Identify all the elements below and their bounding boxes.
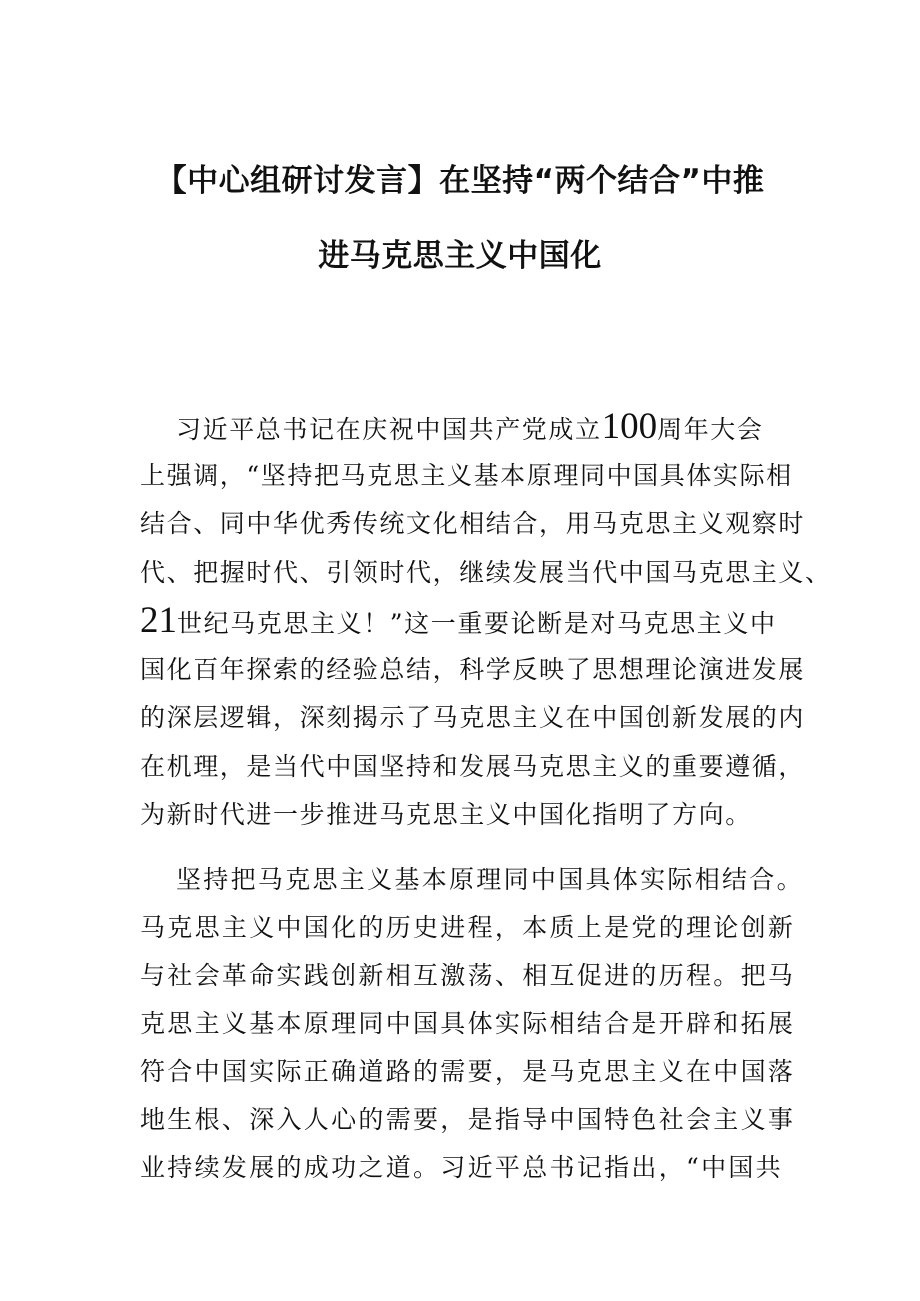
paragraph-2 [140, 856, 804, 1192]
text-run: 世纪马克思主义！”这一重要论断是对马克思主义中 [177, 609, 777, 638]
paragraph-line: 马克思主义中国化的历史进程，本质上是党的理论创新 [140, 913, 796, 942]
paragraph-line [140, 597, 800, 646]
paragraph-line: 业持续发展的成功之道。习近平总书记指出，“中国共 [140, 1153, 783, 1182]
paragraph-line: 代、把握时代、引领时代，继续发展当代中国马克思主义、 [140, 557, 832, 587]
paragraph-line: 上强调，“坚持把马克思主义基本原理同中国具体实际相 [140, 460, 793, 490]
paragraph-line [140, 403, 800, 452]
century-number: 21 [140, 600, 177, 641]
text-run: 习近平总书记在庆祝中国共产党成立 [176, 415, 602, 444]
paragraph-line: 地生根、深入人心的需要，是指导中国特色社会主义事 [140, 1105, 796, 1134]
paragraph-1 [140, 403, 832, 840]
paragraph-line: 克思主义基本原理同中国具体实际相结合是开辟和拓展 [140, 1009, 796, 1038]
document-title-line-1: 【中心组研讨发言】在坚持“两个结合”中推 [155, 163, 765, 199]
text-run: 周年大会 [657, 415, 764, 444]
year-number: 100 [601, 406, 658, 447]
paragraph-line: 国化百年探索的经验总结，科学反映了思想理论演进发展 [140, 654, 806, 684]
paragraph-line: 在机理，是当代中国坚持和发展马克思主义的重要遵循， [140, 751, 806, 781]
paragraph-line: 结合、同中华优秀传统文化相结合，用马克思主义观察时 [140, 509, 806, 538]
paragraph-line: 符合中国实际正确道路的需要，是马克思主义在中国落 [140, 1057, 796, 1086]
paragraph-line: 坚持把马克思主义基本原理同中国具体实际相结合。 [176, 865, 804, 894]
paragraph-line: 与社会革命实践创新相互激荡、相互促进的历程。把马 [140, 961, 796, 990]
paragraph-line: 的深层逻辑，深刻揭示了马克思主义在中国创新发展的内 [140, 703, 806, 732]
paragraph-line: 为新时代进一步推进马克思主义中国化指明了方向。 [140, 800, 752, 829]
document-title-line-2: 进马克思主义中国化 [318, 238, 602, 274]
